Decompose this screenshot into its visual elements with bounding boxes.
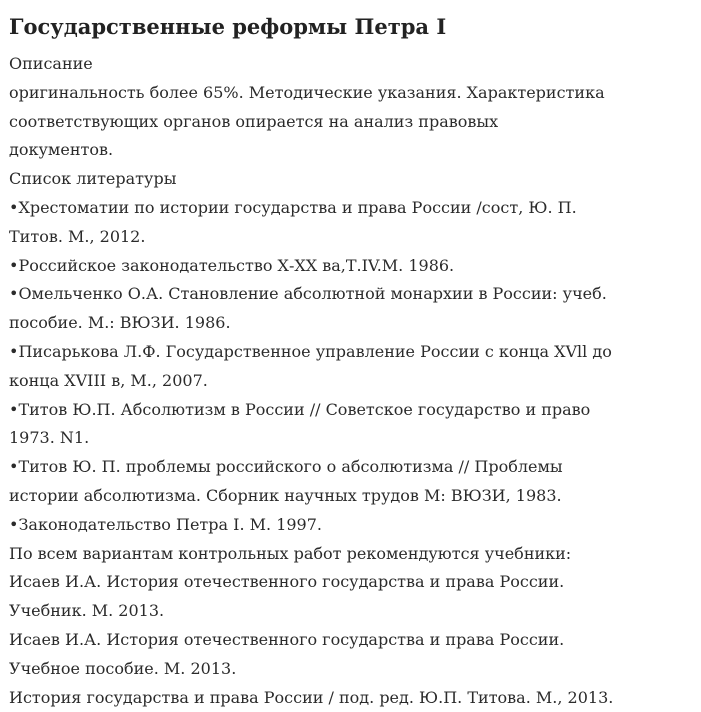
- text-line: •Российское законодательство Х-ХХ ва,Т.IV.М. 1986.: [9, 255, 455, 275]
- text-line: пособие. М.: ВЮЗИ. 1986.: [9, 313, 231, 333]
- text-line: 1973. N1.: [9, 428, 90, 448]
- document-body: [9, 50, 701, 712]
- text-line: Учебник. М. 2013.: [9, 601, 165, 621]
- text-line: По всем вариантам контрольных работ рекомендуются учебники:: [9, 543, 572, 563]
- text-line: •Писарькова Л.Ф. Государственное управление России с конца ХVll до: [9, 341, 612, 361]
- text-line: Исаев И.А. История отечественного государства и права России.: [9, 629, 565, 649]
- text-line: •Титов Ю.П. Абсолютизм в России // Советское государство и право: [9, 399, 591, 419]
- text-line: •Титов Ю. П. проблемы российского о абсолютизма // Проблемы: [9, 457, 563, 477]
- text-line: Список литературы: [9, 169, 177, 189]
- text-line: История государства и права России / под. ред. Ю.П. Титова. М., 2013.: [9, 687, 614, 707]
- text-line: Учебное пособие. М. 2013.: [9, 658, 237, 678]
- text-line: Титов. М., 2012.: [9, 226, 146, 246]
- text-line: Исаев И.А. История отечественного государства и права России.: [9, 572, 565, 592]
- text-line: соответствующих органов опирается на анализ правовых: [9, 111, 499, 131]
- text-line: •Хрестоматии по истории государства и права России /сост, Ю. П.: [9, 197, 577, 217]
- text-line: Описание: [9, 54, 93, 73]
- text-line: конца ХVIII в, М., 2007.: [9, 370, 208, 390]
- document-title: Государственные реформы Петра I: [9, 14, 447, 39]
- text-line: документов.: [9, 140, 114, 160]
- text-line: •Омельченко О.А. Становление абсолютной монархии в России: учеб.: [9, 284, 607, 304]
- text-line: •Законодательство Петра I. М. 1997.: [9, 514, 322, 534]
- text-line: истории абсолютизма. Сборник научных трудов М: ВЮЗИ, 1983.: [9, 485, 562, 505]
- text-line: оригинальность более 65%. Методические указания. Характеристика: [9, 82, 605, 102]
